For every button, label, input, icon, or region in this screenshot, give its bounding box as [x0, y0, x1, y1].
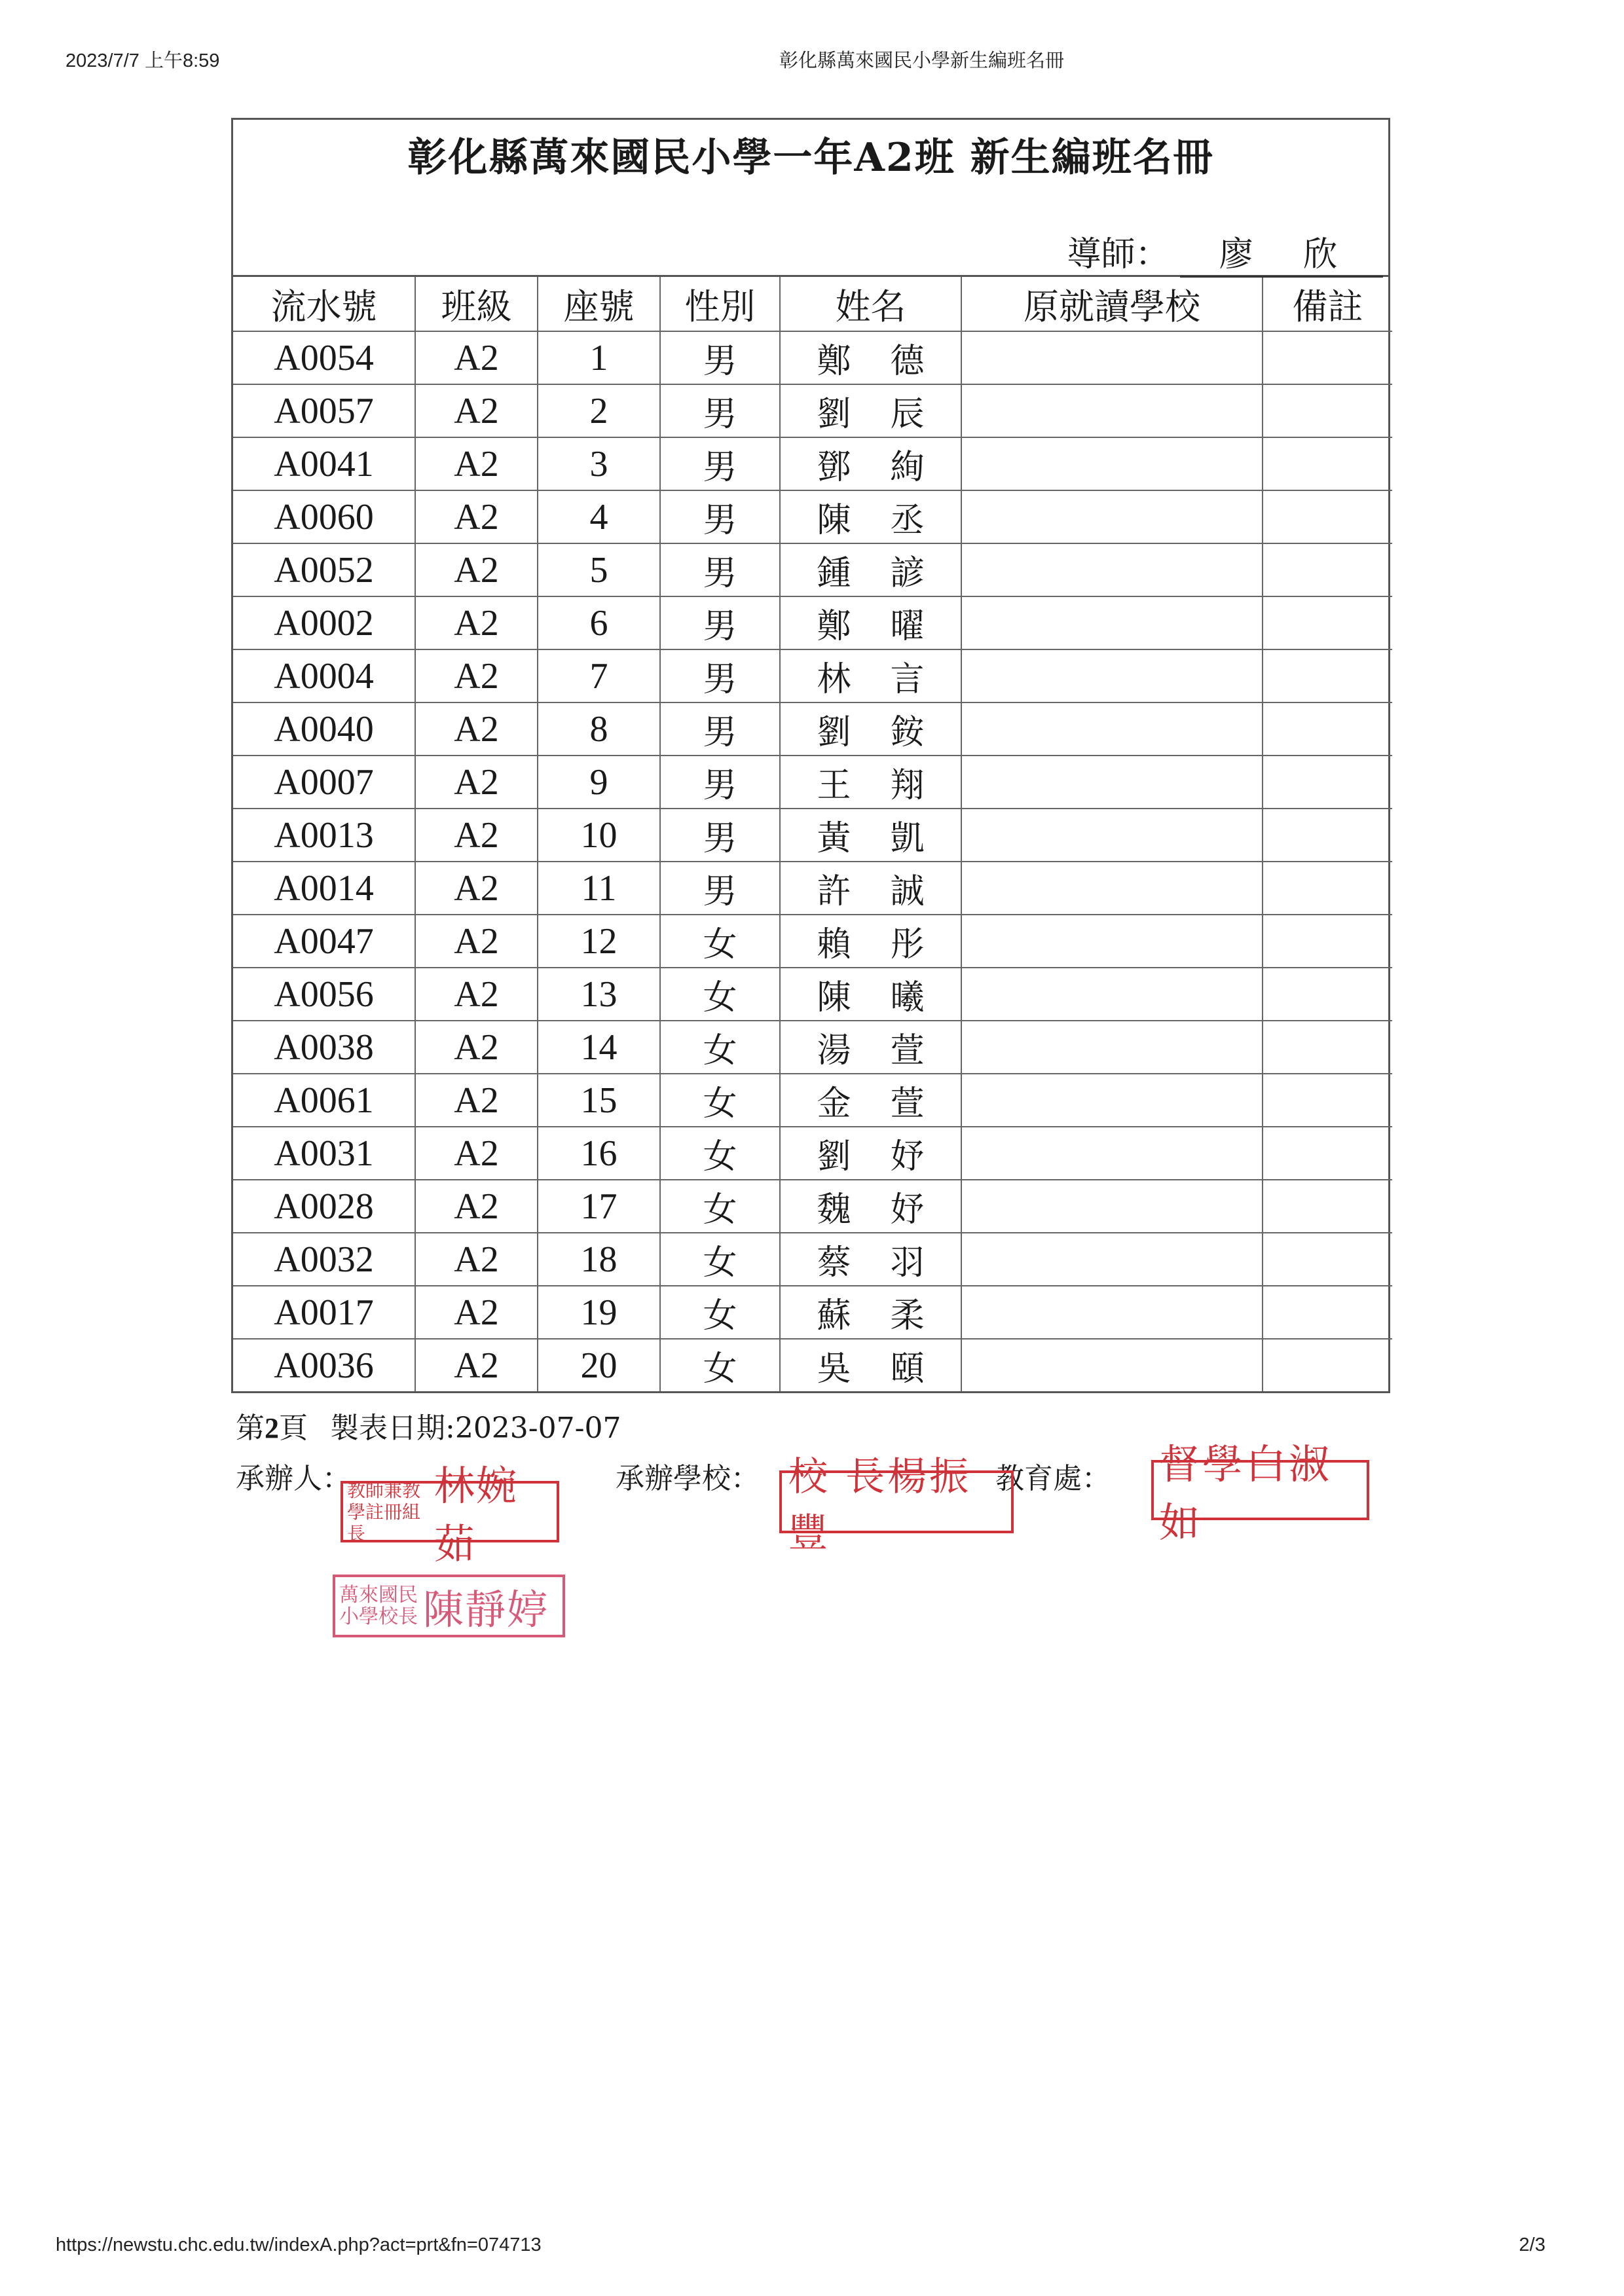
column-header-gender: 性別	[660, 277, 780, 331]
gender-cell: 男	[660, 649, 780, 702]
given-name: 柔	[890, 1296, 925, 1336]
seat-cell: 8	[538, 702, 660, 756]
surname: 鄭	[817, 607, 851, 646]
previous-school-cell	[961, 809, 1263, 862]
surname: 蘇	[817, 1296, 851, 1336]
roster-body	[233, 331, 1392, 1391]
gender-cell: 男	[660, 384, 780, 437]
given-name: 曦	[890, 978, 925, 1017]
class-cell: A2	[415, 1074, 538, 1127]
given-name: 彤	[890, 925, 925, 964]
note-cell	[1263, 1233, 1392, 1286]
table-header-row	[233, 277, 1392, 331]
seat-cell: 4	[538, 490, 660, 543]
gender-cell: 男	[660, 756, 780, 809]
seat-cell: 16	[538, 1127, 660, 1180]
class-cell: A2	[415, 968, 538, 1021]
given-name: 曜	[890, 607, 925, 646]
seat-cell: 15	[538, 1074, 660, 1127]
table-row	[233, 649, 1392, 702]
note-cell	[1263, 1286, 1392, 1339]
serial-cell: A0002	[233, 596, 415, 649]
serial-cell: A0017	[233, 1286, 415, 1339]
surname: 劉	[817, 395, 851, 434]
gender-cell: 男	[660, 331, 780, 384]
name-cell	[780, 437, 961, 490]
note-cell	[1263, 968, 1392, 1021]
class-cell: A2	[415, 490, 538, 543]
gender-cell: 女	[660, 1127, 780, 1180]
previous-school-cell	[961, 649, 1263, 702]
class-cell: A2	[415, 1339, 538, 1391]
seat-cell: 18	[538, 1233, 660, 1286]
note-cell	[1263, 1127, 1392, 1180]
surname: 湯	[817, 1031, 851, 1070]
class-cell: A2	[415, 1127, 538, 1180]
gender-cell: 女	[660, 1021, 780, 1074]
serial-cell: A0040	[233, 702, 415, 756]
class-cell: A2	[415, 543, 538, 596]
gender-cell: 男	[660, 809, 780, 862]
print-page-title: 彰化縣萬來國民小學新生編班名冊	[779, 50, 1065, 71]
column-header-name: 姓名	[780, 277, 961, 331]
school-seal-name: 校 長楊振豐	[788, 1454, 972, 1556]
class-cell: A2	[415, 862, 538, 915]
table-row	[233, 756, 1392, 809]
name-cell	[780, 331, 961, 384]
seat-cell: 10	[538, 809, 660, 862]
surname: 陳	[817, 978, 851, 1017]
table-row	[233, 331, 1392, 384]
gender-cell: 男	[660, 596, 780, 649]
given-name: 銨	[890, 713, 925, 752]
table-row	[233, 862, 1392, 915]
name-cell	[780, 915, 961, 968]
surname: 鄭	[817, 342, 851, 381]
previous-school-cell	[961, 1127, 1263, 1180]
previous-school-cell	[961, 384, 1263, 437]
given-name: 德	[890, 342, 925, 381]
handler-label: 承辦人：	[236, 1462, 351, 1495]
print-datetime: 2023/7/7 上午8:59	[65, 50, 220, 71]
given-name: 萱	[890, 1031, 925, 1070]
serial-cell: A0038	[233, 1021, 415, 1074]
surname: 吳	[817, 1349, 851, 1389]
gender-cell: 男	[660, 543, 780, 596]
principal-seal-title: 萬來國民小學校長	[339, 1584, 418, 1628]
principal-seal-name: 陳靜婷	[423, 1585, 549, 1633]
seat-cell: 1	[538, 331, 660, 384]
class-cell: A2	[415, 702, 538, 756]
class-cell: A2	[415, 1286, 538, 1339]
seat-cell: 6	[538, 596, 660, 649]
name-cell	[780, 649, 961, 702]
note-cell	[1263, 1339, 1392, 1391]
table-row	[233, 596, 1392, 649]
previous-school-cell	[961, 702, 1263, 756]
surname: 林	[817, 660, 851, 699]
class-cell: A2	[415, 437, 538, 490]
table-row	[233, 1339, 1392, 1391]
note-cell	[1263, 384, 1392, 437]
surname: 鍾	[817, 554, 851, 593]
table-row	[233, 490, 1392, 543]
serial-cell: A0057	[233, 384, 415, 437]
previous-school-cell	[961, 1074, 1263, 1127]
gender-cell: 女	[660, 1233, 780, 1286]
surname: 陳	[817, 501, 851, 540]
seat-cell: 17	[538, 1180, 660, 1233]
teacher-label: 導師：	[1067, 235, 1170, 274]
serial-cell: A0028	[233, 1180, 415, 1233]
seat-cell: 20	[538, 1339, 660, 1391]
note-cell	[1263, 1074, 1392, 1127]
previous-school-cell	[961, 1286, 1263, 1339]
page-label-suffix: 頁	[279, 1412, 308, 1445]
note-cell	[1263, 862, 1392, 915]
serial-cell: A0031	[233, 1127, 415, 1180]
name-cell	[780, 809, 961, 862]
handler-seal	[341, 1462, 559, 1568]
handler-seal-title: 教師兼教學註冊組長	[347, 1479, 421, 1544]
name-cell	[780, 1180, 961, 1233]
gender-cell: 女	[660, 1339, 780, 1391]
surname: 王	[817, 766, 851, 805]
name-cell	[780, 543, 961, 596]
given-name: 頤	[890, 1349, 925, 1389]
note-cell	[1263, 596, 1392, 649]
surname: 劉	[817, 713, 851, 752]
name-cell	[780, 1074, 961, 1127]
given-name: 翔	[890, 766, 925, 805]
class-cell: A2	[415, 649, 538, 702]
serial-cell: A0061	[233, 1074, 415, 1127]
serial-cell: A0054	[233, 331, 415, 384]
gender-cell: 女	[660, 1286, 780, 1339]
note-cell	[1263, 756, 1392, 809]
surname: 魏	[817, 1190, 851, 1230]
class-cell: A2	[415, 756, 538, 809]
seat-cell: 3	[538, 437, 660, 490]
previous-school-cell	[961, 331, 1263, 384]
given-name: 諺	[890, 554, 925, 593]
class-cell: A2	[415, 809, 538, 862]
serial-cell: A0013	[233, 809, 415, 862]
surname: 鄧	[817, 448, 851, 487]
name-cell	[780, 702, 961, 756]
roster-table	[233, 277, 1392, 1391]
table-row	[233, 384, 1392, 437]
teacher-name: 廖 欣	[1180, 227, 1383, 278]
table-row	[233, 809, 1392, 862]
education-office-label: 教育處：	[995, 1462, 1111, 1495]
column-header-school: 原就讀學校	[961, 277, 1263, 331]
surname: 賴	[817, 925, 851, 964]
note-cell	[1263, 915, 1392, 968]
class-cell: A2	[415, 1233, 538, 1286]
previous-school-cell	[961, 968, 1263, 1021]
column-header-class: 班級	[415, 277, 538, 331]
surname: 劉	[817, 1137, 851, 1176]
class-cell: A2	[415, 1021, 538, 1074]
class-cell: A2	[415, 331, 538, 384]
seat-cell: 19	[538, 1286, 660, 1339]
name-cell	[780, 1286, 961, 1339]
gender-cell: 女	[660, 1074, 780, 1127]
gender-cell: 男	[660, 437, 780, 490]
previous-school-cell	[961, 596, 1263, 649]
teacher-line	[1067, 227, 1383, 278]
seat-cell: 5	[538, 543, 660, 596]
note-cell	[1263, 649, 1392, 702]
seat-cell: 9	[538, 756, 660, 809]
note-cell	[1263, 331, 1392, 384]
given-name: 誠	[890, 872, 925, 911]
class-cell: A2	[415, 384, 538, 437]
table-row	[233, 437, 1392, 490]
seat-cell: 14	[538, 1021, 660, 1074]
note-cell	[1263, 543, 1392, 596]
name-cell	[780, 1339, 961, 1391]
gender-cell: 男	[660, 702, 780, 756]
school-seal	[779, 1454, 1014, 1556]
print-page-indicator: 2/3	[1519, 2234, 1545, 2255]
serial-cell: A0052	[233, 543, 415, 596]
note-cell	[1263, 1021, 1392, 1074]
page-number: 2	[265, 1412, 279, 1444]
print-url: https://newstu.chc.edu.tw/indexA.php?act=prt&fn=074713	[56, 2234, 542, 2255]
serial-cell: A0036	[233, 1339, 415, 1391]
serial-cell: A0056	[233, 968, 415, 1021]
seat-cell: 7	[538, 649, 660, 702]
column-header-serial: 流水號	[233, 277, 415, 331]
given-name: 絢	[890, 448, 925, 487]
seat-cell: 13	[538, 968, 660, 1021]
name-cell	[780, 1021, 961, 1074]
table-row	[233, 1074, 1392, 1127]
serial-cell: A0004	[233, 649, 415, 702]
table-row	[233, 1233, 1392, 1286]
school-label: 承辦學校：	[616, 1462, 760, 1495]
table-row	[233, 1021, 1392, 1074]
previous-school-cell	[961, 756, 1263, 809]
table-date: 製表日期:2023-07-07	[330, 1412, 621, 1445]
previous-school-cell	[961, 490, 1263, 543]
roster-sheet	[231, 118, 1390, 1393]
previous-school-cell	[961, 1021, 1263, 1074]
previous-school-cell	[961, 1233, 1263, 1286]
seat-cell: 11	[538, 862, 660, 915]
page-info	[236, 1404, 621, 1446]
serial-cell: A0032	[233, 1233, 415, 1286]
table-row	[233, 1127, 1392, 1180]
table-row	[233, 1180, 1392, 1233]
name-cell	[780, 1233, 961, 1286]
title-area	[233, 120, 1388, 277]
given-name: 妤	[890, 1190, 925, 1230]
note-cell	[1263, 437, 1392, 490]
name-cell	[780, 1127, 961, 1180]
previous-school-cell	[961, 862, 1263, 915]
principal-seal	[333, 1575, 565, 1637]
gender-cell: 女	[660, 915, 780, 968]
given-name: 言	[890, 660, 925, 699]
table-row	[233, 1286, 1392, 1339]
seat-cell: 12	[538, 915, 660, 968]
name-cell	[780, 490, 961, 543]
table-row	[233, 915, 1392, 968]
note-cell	[1263, 809, 1392, 862]
gender-cell: 男	[660, 490, 780, 543]
table-row	[233, 702, 1392, 756]
given-name: 丞	[890, 501, 925, 540]
given-name: 妤	[890, 1137, 925, 1176]
class-cell: A2	[415, 1180, 538, 1233]
given-name: 辰	[890, 395, 925, 434]
serial-cell: A0007	[233, 756, 415, 809]
table-row	[233, 968, 1392, 1021]
gender-cell: 男	[660, 862, 780, 915]
handler-seal-name: 林婉茹	[434, 1462, 518, 1568]
note-cell	[1263, 1180, 1392, 1233]
serial-cell: A0014	[233, 862, 415, 915]
serial-cell: A0047	[233, 915, 415, 968]
serial-cell: A0041	[233, 437, 415, 490]
table-row	[233, 543, 1392, 596]
education-office-seal-name: 督學白淑如	[1159, 1440, 1333, 1546]
given-name: 萱	[890, 1084, 925, 1123]
class-cell: A2	[415, 596, 538, 649]
seat-cell: 2	[538, 384, 660, 437]
given-name: 凱	[890, 819, 925, 858]
page-label-prefix: 第	[236, 1412, 265, 1445]
surname: 金	[817, 1084, 851, 1123]
note-cell	[1263, 702, 1392, 756]
name-cell	[780, 596, 961, 649]
serial-cell: A0060	[233, 490, 415, 543]
note-cell	[1263, 490, 1392, 543]
column-header-note: 備註	[1263, 277, 1392, 331]
previous-school-cell	[961, 1180, 1263, 1233]
gender-cell: 女	[660, 968, 780, 1021]
name-cell	[780, 862, 961, 915]
previous-school-cell	[961, 437, 1263, 490]
name-cell	[780, 756, 961, 809]
surname: 許	[817, 872, 851, 911]
surname: 黃	[817, 819, 851, 858]
column-header-seat: 座號	[538, 277, 660, 331]
previous-school-cell	[961, 543, 1263, 596]
name-cell	[780, 968, 961, 1021]
name-cell	[780, 384, 961, 437]
surname: 蔡	[817, 1243, 851, 1283]
previous-school-cell	[961, 1339, 1263, 1391]
education-office-seal	[1151, 1440, 1369, 1546]
given-name: 羽	[890, 1243, 925, 1283]
previous-school-cell	[961, 915, 1263, 968]
class-cell: A2	[415, 915, 538, 968]
document-title: 彰化縣萬來國民小學一年A2班 新生編班名冊	[407, 135, 1214, 181]
gender-cell: 女	[660, 1180, 780, 1233]
